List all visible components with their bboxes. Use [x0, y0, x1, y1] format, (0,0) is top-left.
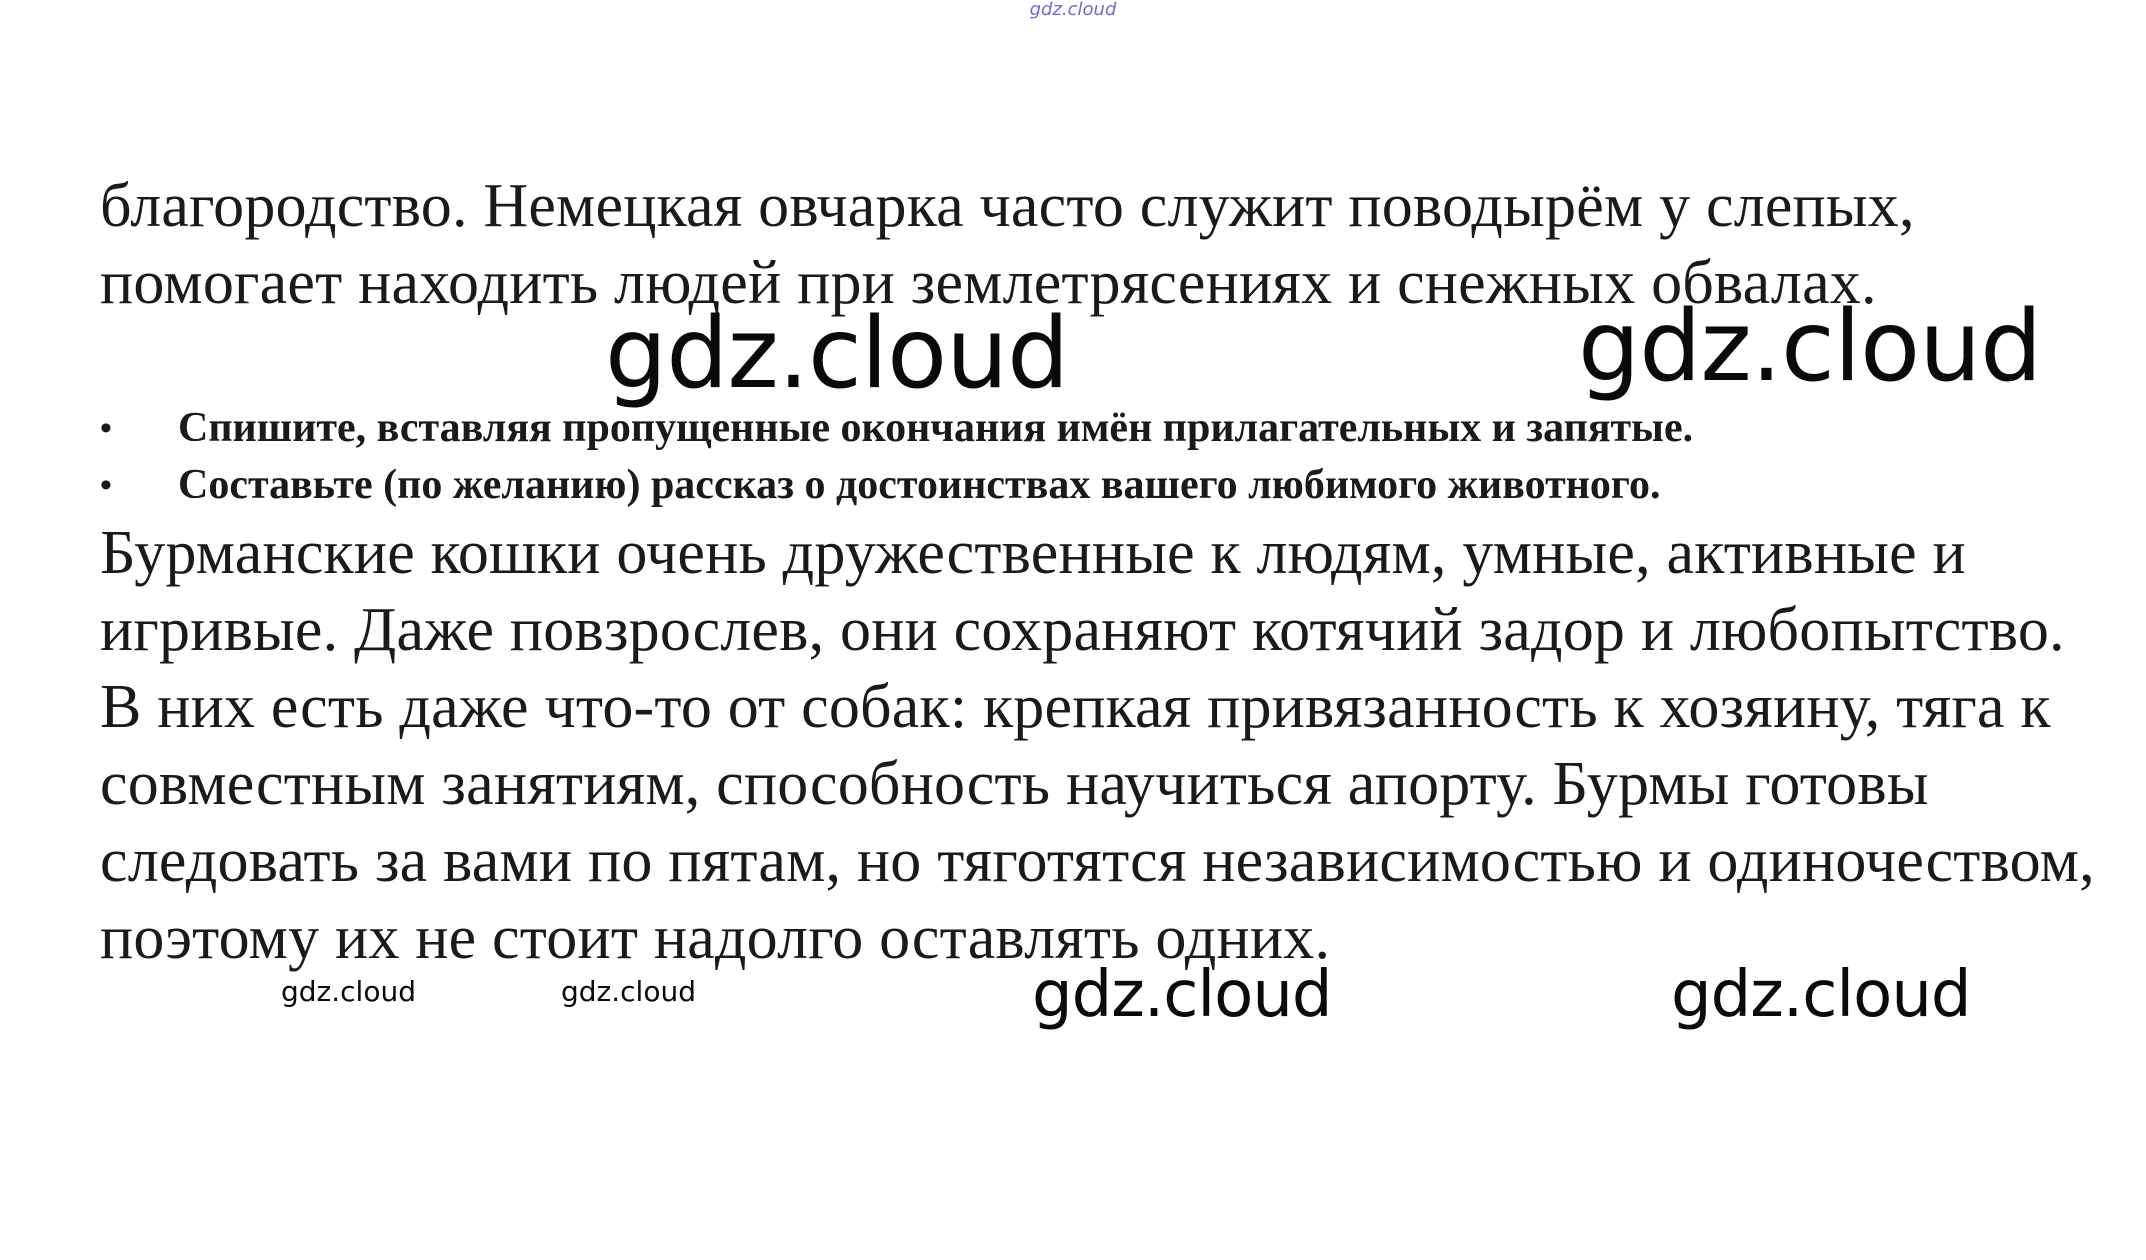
watermark-big-left: gdz.cloud: [605, 297, 1069, 411]
top-watermark: gdz.cloud: [1029, 0, 1117, 20]
bullet-icon: •: [100, 467, 112, 504]
task-text: Составьте (по желанию) рассказ о достоинствах вашего любимого животного.: [178, 462, 1661, 508]
paragraph-dog-text: благородство. Немецкая овчарка часто служит поводырём у слепых, помогает находить людей при землетрясениях и снежных обвалах.: [100, 172, 1915, 317]
paragraph-cat-text: Бурманские кошки очень дружественные к людям, умные, активные и игривые. Даже повзрослев, они сохраняют котячий задор и любопытство. В них есть даже что-то от собак: крепкая привязанность к хозяину, тяга к совместным занятиям, способность научиться апорту. Бурмы готовы следовать за вами по пятам, но тяготятся независимостью и одиночеством, поэтому их не стоит надолго оставлять одних.: [100, 519, 2095, 972]
watermark-mid-center: gdz.cloud: [1032, 958, 1332, 1032]
task-item: [100, 457, 2120, 514]
bullet-icon: •: [100, 410, 112, 447]
watermark-mid-right: gdz.cloud: [1671, 958, 1971, 1032]
task-text: Спишите, вставляя пропущенные окончания имён прилагательных и запятые.: [178, 405, 1694, 451]
watermark-small-left: gdz.cloud: [281, 975, 416, 1008]
task-item: [100, 400, 2120, 457]
watermark-big-right: gdz.cloud: [1578, 290, 2042, 404]
task-list: [100, 400, 2120, 514]
watermark-small-middle: gdz.cloud: [561, 975, 696, 1008]
